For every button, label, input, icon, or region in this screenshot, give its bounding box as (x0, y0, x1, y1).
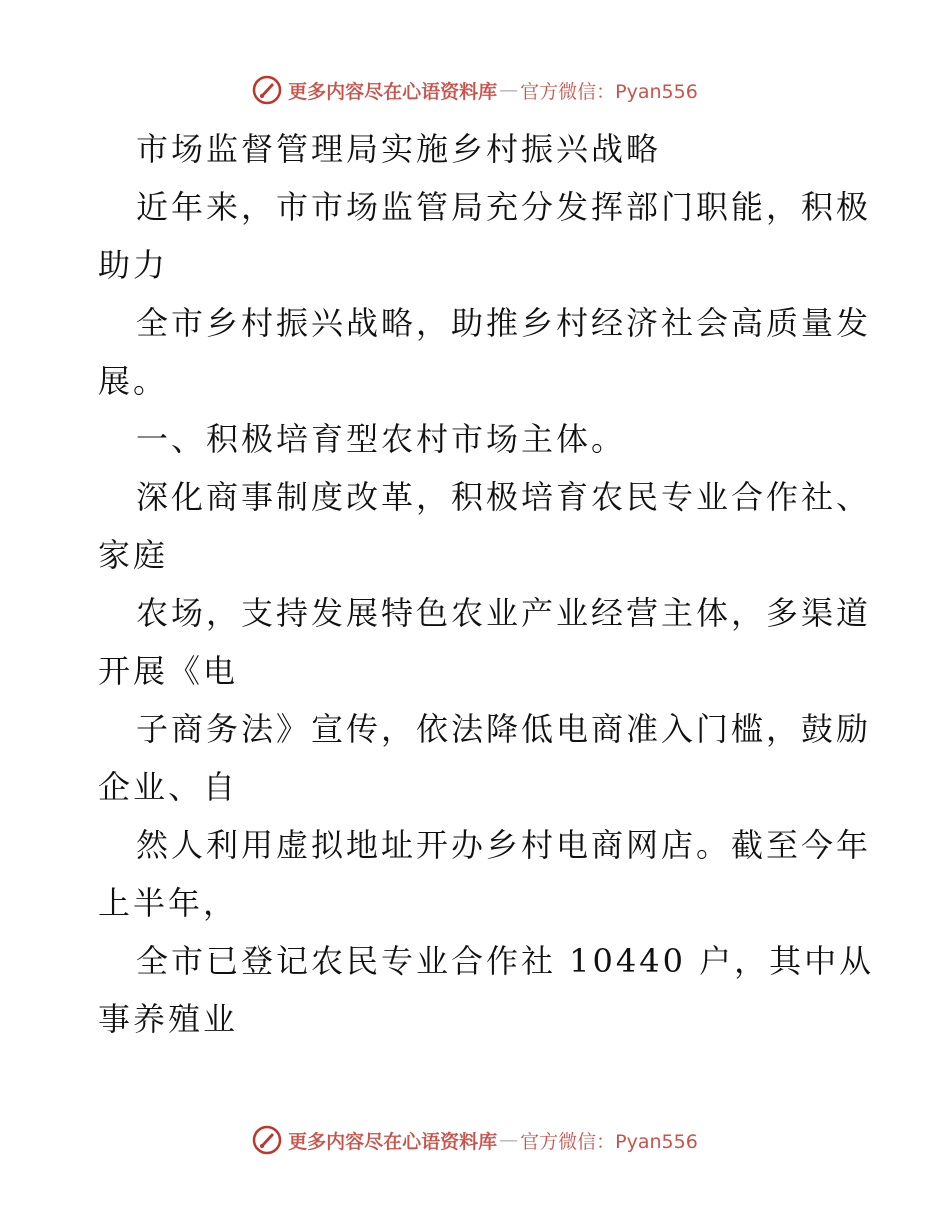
watermark-separator: — (499, 79, 519, 101)
section-heading: 一、积极培育型农村市场主体。 (136, 420, 627, 458)
paragraph-line: 然人利用虚拟地址开办乡村电商网店。截至今年 (136, 826, 872, 864)
paragraph-line: 开展《电 (98, 652, 239, 690)
document-body (98, 120, 875, 1048)
watermark-brand: 更多内容尽在心语资料库 (288, 1130, 498, 1153)
paragraph-line: 近年来，市市场监管局充分发挥部门职能，积极 (136, 188, 872, 226)
paragraph-line: 展。 (98, 362, 169, 400)
paragraph-line: 企业、自 (98, 768, 239, 806)
document-title: 市场监督管理局实施乡村振兴战略 (136, 130, 662, 168)
watermark-brand: 更多内容尽在心语资料库 (288, 80, 498, 103)
footer-watermark (0, 1120, 950, 1160)
logo-icon (252, 1125, 282, 1155)
paragraph-line: 深化商事制度改革，积极培育农民专业合作社、 (136, 478, 872, 516)
watermark-wechat: 官方微信：Pyan556 (520, 80, 698, 103)
paragraph-line: 子商务法》宣传，依法降低电商准入门槛，鼓励 (136, 710, 872, 748)
paragraph-line: 全市已登记农民专业合作社 10440 户，其中从 (136, 942, 875, 980)
paragraph-line: 上半年， (98, 884, 239, 922)
paragraph-line: 农场，支持发展特色农业产业经营主体，多渠道 (136, 594, 872, 632)
watermark-wechat: 官方微信：Pyan556 (520, 1130, 698, 1153)
watermark-separator: — (499, 1129, 519, 1151)
paragraph-line: 全市乡村振兴战略，助推乡村经济社会高质量发 (136, 304, 872, 342)
paragraph-line: 家庭 (98, 536, 169, 574)
paragraph-line: 助力 (98, 246, 169, 284)
logo-icon (252, 75, 282, 105)
header-watermark (0, 70, 950, 110)
paragraph-line: 事养殖业 (98, 1000, 239, 1038)
